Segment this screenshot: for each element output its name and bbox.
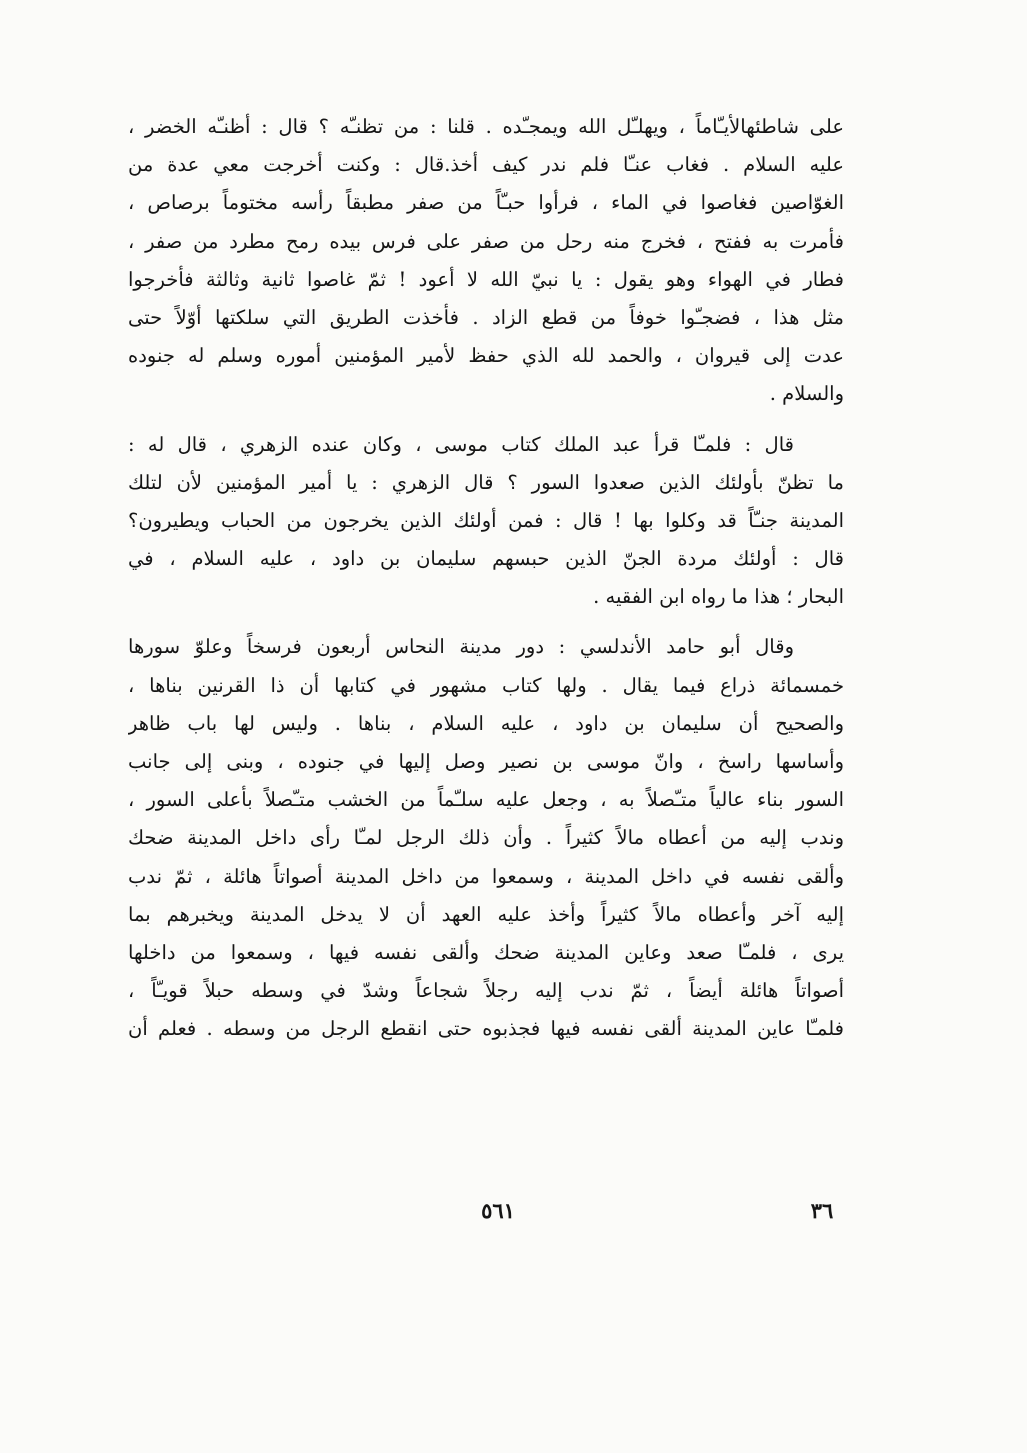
text-line: البحار ؛ هذا ما رواه ابن الفقيه . — [593, 585, 844, 609]
text-line: قال : فلمـّا قرأ عبد الملك كتاب موسى ، وكان عنده الزهري ، قال له : — [128, 432, 794, 456]
text-line: فأمرت به ففتح ، فخرج منه رحل من صفر على فرس بيده رمح مطرد من صفر ، — [128, 229, 844, 253]
text-line: وندب إليه من أعطاه مالاً كثيراً . وأن ذلك الرجل لمـّا رأى داخل المدينة ضحك — [128, 826, 844, 850]
text-line: عليه السلام . فغاب عنـّا فلم ندر كيف أخذ.قال : وكنت أخرجت معي عدة من — [128, 153, 844, 177]
paragraph-3 — [128, 628, 844, 1048]
text-line: وقال أبو حامد الأندلسي : دور مدينة النحاس أربعون فرسخاً وعلوّ سورها — [128, 635, 794, 659]
paragraph-1 — [128, 108, 844, 414]
text-line: فطار في الهواء وهو يقول : يا نبيّ الله لا أعود ! ثمّ غاصوا ثانية وثالثة فأخرجوا — [128, 267, 844, 291]
text-line: وأساسها راسخ ، وانّ موسى بن نصير وصل إليها في جنوده ، وبنى إلى جانب — [128, 750, 844, 773]
folio-number: ٥٦١ — [481, 1198, 515, 1223]
paragraph-2 — [128, 426, 844, 617]
text-line: فلمـّا عاين المدينة ألقى نفسه فيها فجذبوه حتى انقطع الرجل من وسطه . فعلم أن — [128, 1017, 844, 1041]
text-line: والسلام . — [769, 382, 844, 406]
text-line: ما تظنّ بأولئك الذين صعدوا السور ؟ قال الزهري : يا أمير المؤمنين لأن لتلك — [128, 470, 844, 494]
text-line: إليه آخر وأعطاه مالاً كثيراً وأخذ عليه العهد أن لا يدخل المدينة ويخبرهم بما — [128, 902, 844, 926]
text-line: خمسمائة ذراع فيما يقال . ولها كتاب مشهور في كتابها أن ذا القرنين بناها ، — [128, 673, 844, 697]
text-line: الغوّاصين فغاصوا في الماء ، فرأوا حبـّاً من صفر مطبقاً رأسه مختوماً برصاص ، — [128, 191, 844, 215]
text-line: المدينة جنـّاً قد وكلوا بها ! قال : فمن أولئك الذين يخرجون من الحباب ويطيرون؟ — [128, 508, 844, 532]
text-line: يرى ، فلمـّا صعد وعاين المدينة ضحك وألقى نفسه فيها ، وسمعوا من داخلها — [128, 940, 844, 964]
text-line: السور بناء عالياً متـّصلاً به ، وجعل عليه سلـّماً من الخشب متـّصلاً بأعلى السور ، — [128, 788, 844, 812]
page-number: ٣٦ — [810, 1198, 834, 1223]
text-line: مثل هذا ، فضجـّوا خوفاً من قطع الزاد . فأخذت الطريق التي سلكتها أوّلاً حتى — [128, 305, 844, 329]
text-line: أصواتاً هائلة أيضاً ، ثمّ ندب إليه رجلاً شجاعاً وشدّ في وسطه حبلاً قويـّاً ، — [128, 979, 844, 1003]
text-line: عدت إلى قيروان ، والحمد لله الذي حفظ لأمير المؤمنين أموره وسلم له جنوده — [128, 344, 844, 368]
text-line: قال : أولئك مردة الجنّ الذين حبسهم سليمان بن داود ، عليه السلام ، في — [128, 547, 844, 571]
body-text — [128, 108, 844, 1049]
page-footer — [0, 1198, 1027, 1238]
text-line: وألقى نفسه في داخل المدينة ، وسمعوا من داخل المدينة أصواتاً هائلة ، ثمّ ندب — [128, 864, 844, 888]
text-line: على شاطئهالأيـّاماً ، ويهلـّل الله ويمجـّده . قلنا : من تظنـّه ؟ قال : أظنـّه الخضر ، — [128, 115, 844, 138]
text-line: والصحيح أن سليمان بن داود ، عليه السلام ، بناها . وليس لها باب ظاهر — [128, 711, 844, 735]
